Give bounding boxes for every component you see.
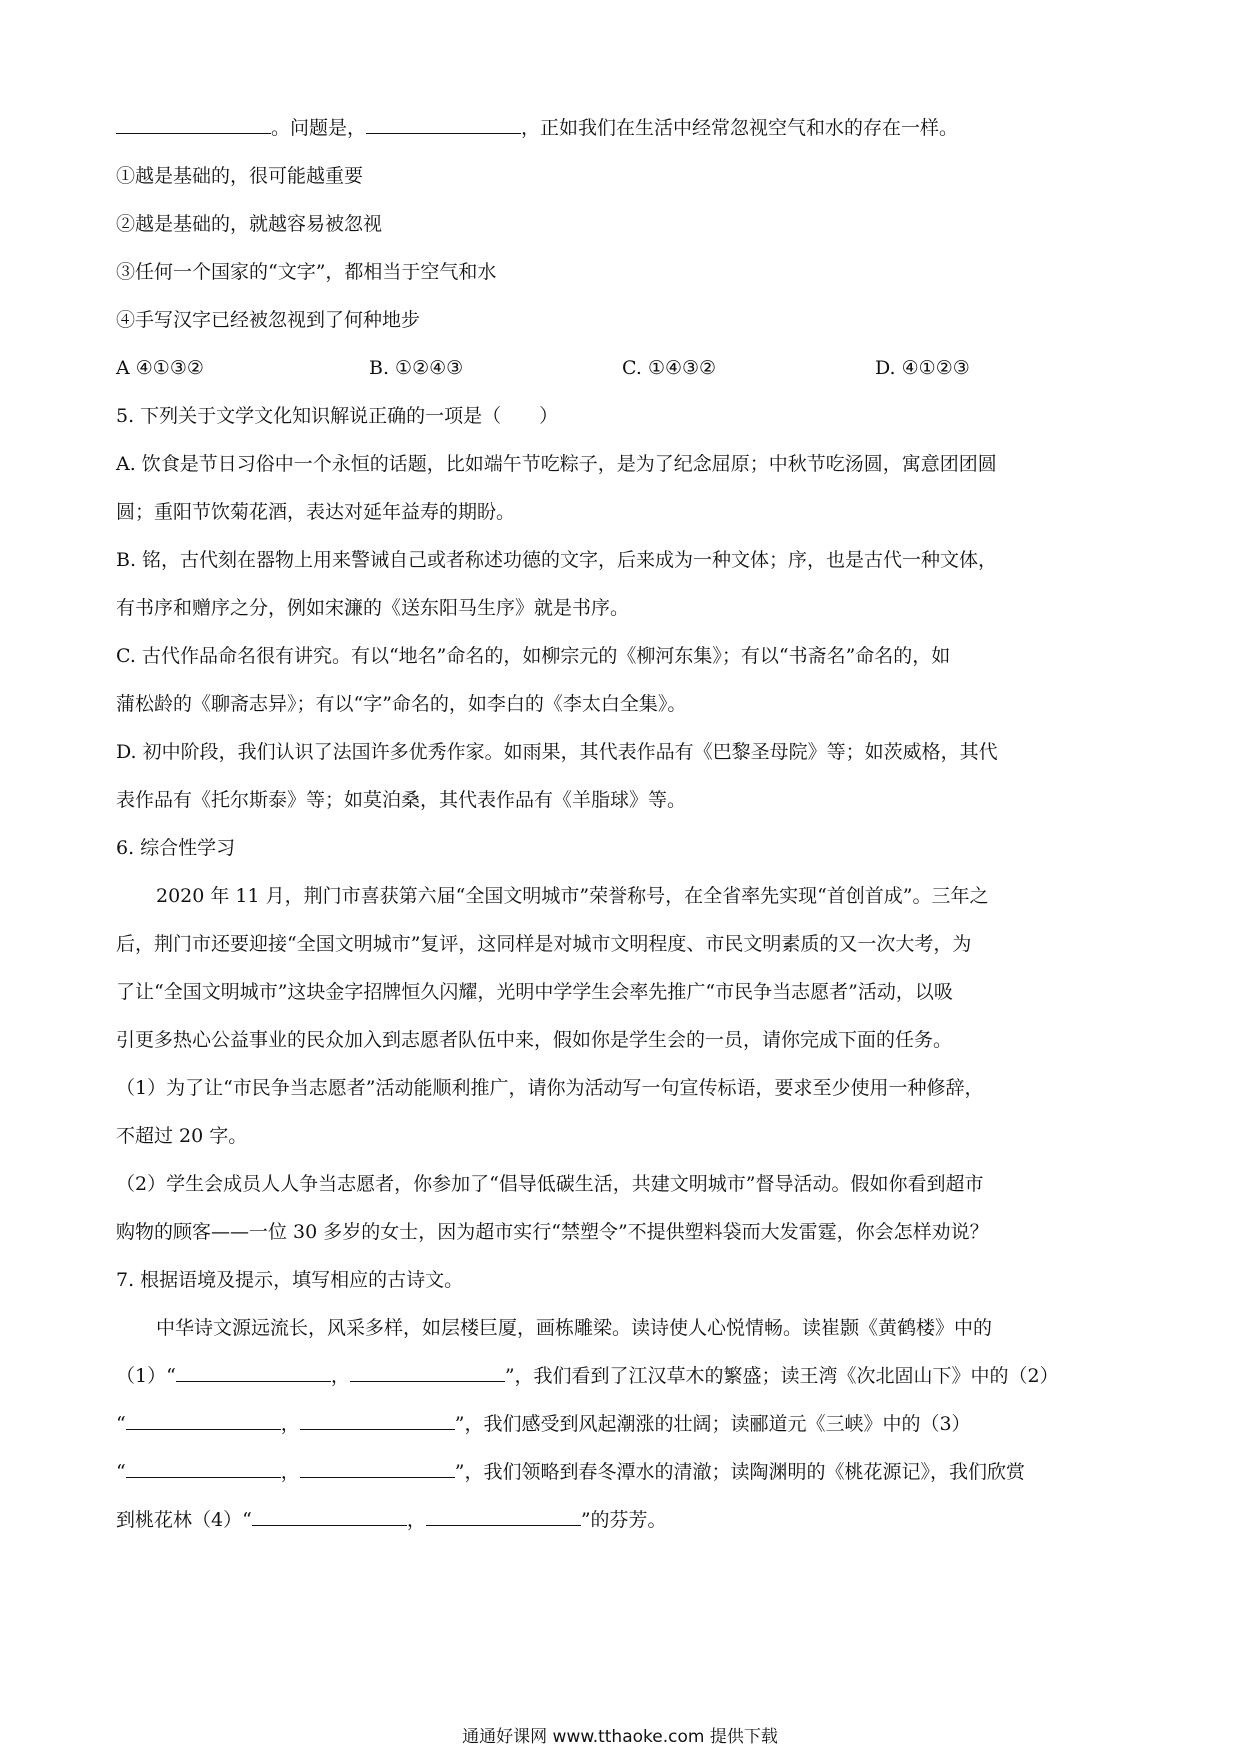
text: “	[116, 1461, 126, 1483]
text: ，	[280, 1413, 300, 1435]
q6-paragraph-line: 后，荆门市还要迎接“全国文明城市”复评，这同样是对城市文明程度、市民文明素质的又一次大考，为	[116, 933, 972, 955]
q5-line: C. 古代作品命名很有讲究。有以“地名”命名的，如柳宗元的《柳河东集》；有以“书斋名”命名的，如	[116, 645, 951, 667]
text: 。问题是，	[271, 117, 367, 139]
q6-paragraph-line: 了让“全国文明城市”这块金字招牌恒久闪耀，光明中学学生会率先推广“市民争当志愿者”活动，以吸	[116, 981, 953, 1003]
q5-line: A. 饮食是节日习俗中一个永恒的话题，比如端午节吃粽子，是为了纪念屈原；中秋节吃汤圆，寓意团团圆	[116, 453, 997, 475]
text: ”，我们领略到春冬潭水的清澈；读陶渊明的《桃花源记》，我们欣赏	[454, 1461, 1025, 1483]
answer-blank[interactable]	[252, 1507, 407, 1526]
q5-stem: 5. 下列关于文学文化知识解说正确的一项是（ ）	[116, 405, 559, 427]
answer-blank[interactable]	[176, 1363, 331, 1382]
text: ，	[406, 1509, 426, 1531]
answer-blank[interactable]	[426, 1507, 581, 1526]
answer-blank[interactable]	[126, 1411, 281, 1430]
q7-line	[116, 1448, 1128, 1496]
text: ”，我们感受到风起潮涨的壮阔；读郦道元《三峡》中的（3）	[454, 1413, 971, 1435]
q6-stem: 6. 综合性学习	[116, 837, 236, 859]
q4-options	[116, 344, 1128, 392]
q7-line	[116, 1352, 1128, 1400]
text: ，正如我们在生活中经常忽视空气和水的存在一样。	[521, 117, 959, 139]
q5-line: 有书序和赠序之分，例如宋濂的《送东阳马生序》就是书序。	[116, 597, 630, 619]
q4-item: ④手写汉字已经被忽视到了何种地步	[116, 309, 421, 331]
q4-item: ①越是基础的，很可能越重要	[116, 165, 364, 187]
text: 到桃花林（4）“	[116, 1509, 252, 1531]
text: ，	[280, 1461, 300, 1483]
answer-blank[interactable]	[126, 1459, 281, 1478]
answer-blank[interactable]	[116, 115, 271, 134]
answer-blank[interactable]	[300, 1459, 455, 1478]
q4-item: ③任何一个国家的“文字”，都相当于空气和水	[116, 261, 497, 283]
q5-line: B. 铭，古代刻在器物上用来警诫自己或者称述功德的文字，后来成为一种文体；序，也是古代一种文体，	[116, 549, 998, 571]
text: ，	[330, 1365, 350, 1387]
q7-line: 中华诗文源远流长，风采多样，如层楼巨厦，画栋雕梁。读诗使人心悦情畅。读崔颢《黄鹤楼》中的	[156, 1317, 993, 1339]
answer-blank[interactable]	[366, 115, 521, 134]
q6-sub-line: （2）学生会成员人人争当志愿者，你参加了“倡导低碳生活，共建文明城市”督导活动。假如你看到超市	[116, 1173, 984, 1195]
page-footer: 通通好课网 www.tthaoke.com 提供下载	[462, 1727, 778, 1747]
q5-line: D. 初中阶段，我们认识了法国许多优秀作家。如雨果，其代表作品有《巴黎圣母院》等；如茨威格，其代	[116, 741, 998, 763]
option-b[interactable]: B. ①②④③	[369, 357, 464, 379]
q5-line: 表作品有《托尔斯泰》等；如莫泊桑，其代表作品有《羊脂球》等。	[116, 789, 687, 811]
answer-blank[interactable]	[300, 1411, 455, 1430]
q4-sentence	[116, 104, 1128, 152]
q4-item: ②越是基础的，就越容易被忽视	[116, 213, 383, 235]
option-a[interactable]: A ④①③②	[116, 357, 204, 379]
option-d[interactable]: D. ④①②③	[875, 357, 970, 379]
q7-line	[116, 1496, 1128, 1544]
q6-paragraph-line: 引更多热心公益事业的民众加入到志愿者队伍中来，假如你是学生会的一员，请你完成下面的任务。	[116, 1029, 953, 1051]
q7-line	[116, 1400, 1128, 1448]
text: ”，我们看到了江汉草木的繁盛；读王湾《次北固山下》中的（2）	[504, 1365, 1059, 1387]
option-c[interactable]: C. ①④③②	[622, 357, 717, 379]
q7-stem: 7. 根据语境及提示，填写相应的古诗文。	[116, 1269, 464, 1291]
document-content	[116, 104, 1128, 1544]
q6-sub-line: （1）为了让“市民争当志愿者”活动能顺利推广，请你为活动写一句宣传标语，要求至少使用一种修辞，	[116, 1077, 984, 1099]
q5-line: 圆；重阳节饮菊花酒，表达对延年益寿的期盼。	[116, 501, 516, 523]
text: “	[116, 1413, 126, 1435]
q6-paragraph-line: 2020 年 11 月，荆门市喜获第六届“全国文明城市”荣誉称号，在全省率先实现“首创首成”。三年之	[156, 885, 989, 907]
q5-line: 蒲松龄的《聊斋志异》；有以“字”命名的，如李白的《李太白全集》。	[116, 693, 687, 715]
text: ”的芬芳。	[580, 1509, 667, 1531]
q6-sub-line: 不超过 20 字。	[116, 1125, 248, 1147]
answer-blank[interactable]	[350, 1363, 505, 1382]
text: （1）“	[116, 1365, 176, 1387]
q6-sub-line: 购物的顾客——一位 30 多岁的女士，因为超市实行“禁塑令”不提供塑料袋而大发雷霆，你会怎样劝说？	[116, 1221, 989, 1243]
